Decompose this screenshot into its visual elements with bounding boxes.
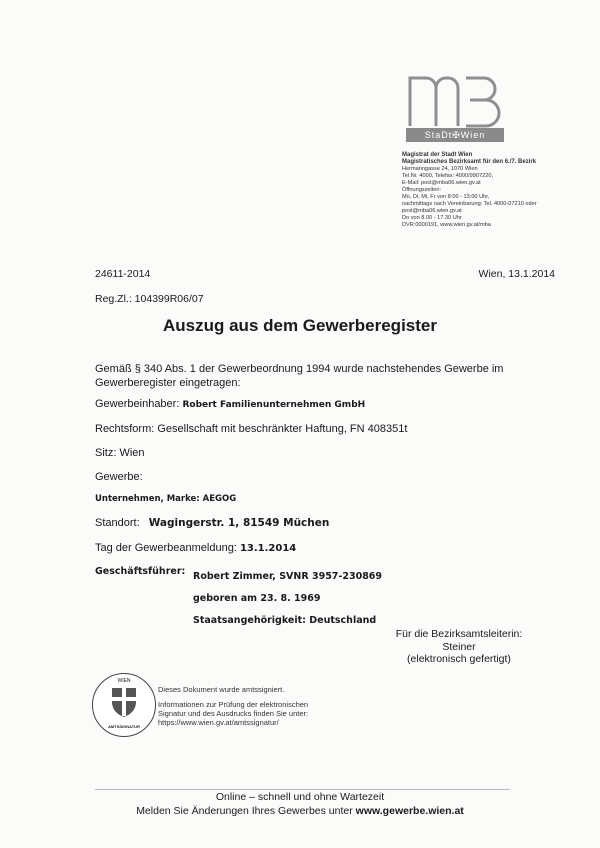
registration-number: Reg.Zl.: 104399R06/07 <box>95 293 204 305</box>
holder-row <box>95 397 365 412</box>
office-hours-3: Do von 8.00 - 17.30 Uhr <box>402 215 462 221</box>
seal-info-line-2: Signatur und des Ausdrucks finden Sie unter: <box>158 709 309 718</box>
manager-block <box>193 566 382 632</box>
manager-citizenship: Staatsangehörigkeit: Deutschland <box>193 615 377 626</box>
signature-block <box>380 628 538 666</box>
vienna-shield-icon <box>111 686 137 718</box>
intro-text <box>95 362 503 390</box>
seal-signed-text: Dieses Dokument wurde amtssigniert. <box>158 685 285 694</box>
seal-info <box>158 700 308 727</box>
office-phone: Tel.Nr. 4000, Telefax: 4000/9907220, <box>402 173 494 179</box>
office-dvr: DVR:0000191, www.wien.gv.at/mba <box>402 222 491 228</box>
file-number: 24611-2014 <box>95 268 151 280</box>
office-hours-email: post@mba06.wien.gv.at <box>402 208 462 214</box>
intro-line-1: Gemäß § 340 Abs. 1 der Gewerbeordnung 1994 wurde nachstehendes Gewerbe im <box>95 363 504 375</box>
office-hours-2: nachmittags nach Vereinbarung: Tel. 4000-07210 oder <box>402 201 537 207</box>
trade-label: Gewerbe: <box>95 471 143 483</box>
official-seal <box>92 673 156 737</box>
location-label: Standort: <box>95 517 140 529</box>
manager-label: Geschäftsführer: <box>95 566 186 577</box>
registration-row <box>95 541 296 556</box>
manager-born: geboren am 23. 8. 1969 <box>193 593 321 604</box>
office-address: Hermanngasse 24, 1070 Wien <box>402 166 478 172</box>
registration-value: 13.1.2014 <box>239 543 297 554</box>
seal-bottom-text: AMTSSIGNATUR <box>108 724 140 729</box>
location-row <box>95 516 329 530</box>
footer-line-2 <box>0 805 600 817</box>
seat: Sitz: Wien <box>95 447 145 459</box>
seal-info-line-1: Informationen zur Prüfung der elektronischen <box>158 700 309 709</box>
seal-info-link[interactable]: https://www.wien.gv.at/amtssignatur/ <box>158 718 279 727</box>
location-value: Wagingerstr. 1, 81549 Müchen <box>148 517 330 529</box>
seal-top-text: WIEN <box>117 678 131 684</box>
office-email: E-Mail: post@mba06.wien.gv.at <box>402 180 481 186</box>
office-hours-label: Öffnungszeiten: <box>402 187 442 193</box>
footer-text: Melden Sie Änderungen Ihres Gewerbes unter <box>136 805 356 817</box>
office-department: Magistratisches Bezirksamt für den 6./7. Bezirk <box>402 159 537 165</box>
stadt-wien-logo-band: StaDt✠Wien <box>406 128 504 142</box>
trade-value: Unternehmen, Marke: AEGOG <box>95 494 237 504</box>
office-name: Magistrat der Stadt Wien <box>402 152 473 158</box>
holder-value: Robert Familienunternehmen GmbH <box>182 400 366 410</box>
signature-line-2: Steiner <box>442 640 476 653</box>
manager-name: Robert Zimmer, SVNR 3957-230869 <box>193 571 383 582</box>
registration-label: Tag der Gewerbeanmeldung: <box>95 542 237 554</box>
footer-line-1: Online – schnell und ohne Wartezeit <box>215 791 385 803</box>
office-address-block <box>402 152 577 229</box>
footer-link[interactable]: www.gewerbe.wien.at <box>355 805 464 817</box>
holder-label: Gewerbeinhaber: <box>95 398 180 410</box>
signature-line-1: Für die Bezirksamtsleiterin: <box>395 628 523 640</box>
document-date: Wien, 13.1.2014 <box>478 268 555 280</box>
office-hours-1: Mo, Di, Mi, Fr von 8:00 - 13:00 Uhr, <box>402 194 490 200</box>
footer-divider <box>95 789 510 790</box>
page-title: Auszug aus dem Gewerberegister <box>163 316 437 335</box>
intro-line-2: Gewerberegister eingetragen: <box>95 377 241 389</box>
legal-form: Rechtsform: Gesellschaft mit beschränkter Haftung, FN 408351t <box>95 423 408 435</box>
signature-line-3: (elektronisch gefertigt) <box>407 653 511 665</box>
